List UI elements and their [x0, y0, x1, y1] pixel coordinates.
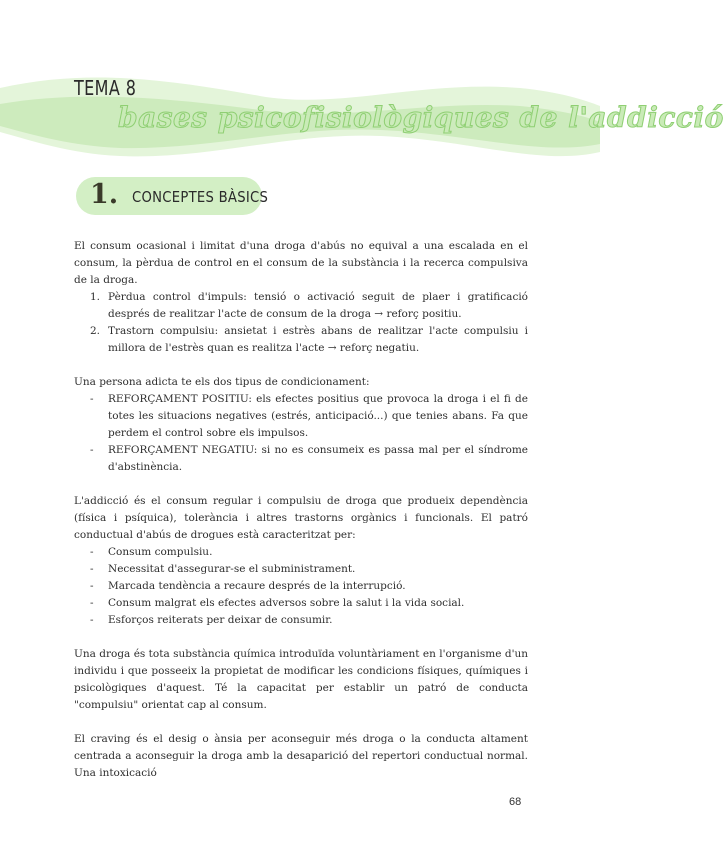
- paragraph-conditioning: Una persona adicta te els dos tipus de condicionament:: [74, 376, 370, 388]
- body-text: [74, 238, 528, 782]
- chapter-title: bases psicofisiològiques de l'addicció: [118, 101, 724, 134]
- paragraph-intro: El consum ocasional i limitat d'una droga d'abús no equival a una escalada en el consum, la pèrdua de control en el consum de la substància i la recerca compulsiva de la droga.: [74, 240, 528, 286]
- pattern-list: [74, 544, 528, 629]
- list-item-text: Trastorn compulsiu: ansietat i estrès abans de realitzar l'acte compulsiu i millora de l'estrès quan es realitza l'acte → reforç negatiu.: [108, 325, 528, 354]
- list-item: - Consum malgrat els efectes adversos sobre la salut i la vida social.: [108, 595, 528, 612]
- page-number: 68: [509, 796, 522, 808]
- paragraph-addiction-definition: L'addicció és el consum regular i compulsiu de droga que produeix dependència (física i psíquica), tolerància i altres trastorns orgànics i funcionals. El patró conductual d'abús de drogues està caracteritzat per:: [74, 495, 528, 541]
- section-heading: [76, 177, 269, 215]
- list-item: - REFORÇAMENT NEGATIU: si no es consumeix es passa mal per el síndrome d'abstinència.: [108, 442, 528, 476]
- chapter-label: TEMA 8: [74, 76, 137, 100]
- list-item-text: Pèrdua control d'impuls: tensió o activació seguit de plaer i gratificació després de realitzar l'acte de consum de la droga → reforç positiu.: [108, 291, 528, 320]
- conditioning-list: [74, 391, 528, 476]
- list-item: [90, 289, 528, 323]
- list-item: - Marcada tendència a recaure després de la interrupció.: [108, 578, 528, 595]
- list-item: - Esforços reiterats per deixar de consumir.: [108, 612, 528, 629]
- section-number: 1.: [90, 179, 119, 210]
- list-marker: 1.: [90, 291, 101, 303]
- list-item: - Necessitat d'assegurar-se el subministrament.: [108, 561, 528, 578]
- list-item: - Consum compulsiu.: [108, 544, 528, 561]
- intro-numbered-list: [74, 289, 528, 357]
- list-marker: 2.: [90, 325, 101, 337]
- paragraph-craving-definition: El craving és el desig o ànsia per aconseguir més droga o la conducta altament centrada a aconseguir la droga amb la desaparició del repertori conductual normal. Una intoxicació: [74, 733, 528, 779]
- list-item: - REFORÇAMENT POSITIU: els efectes positius que provoca la droga i el fi de totes les situacions negatives (estrés, anticipació...) que tenies abans. Fa que perdem el control sobre els impulsos.: [108, 391, 528, 442]
- list-item: [90, 323, 528, 357]
- paragraph-drug-definition: Una droga és tota substància química introduïda voluntàriament en l'organisme d'un individu i que posseeix la propietat de modificar les condicions físiques, químiques i psicològiques d'aquest. Té la capacitat per establir un patró de conducta "compulsiu" orientat cap al consum.: [74, 648, 528, 711]
- section-label: CONCEPTES BÀSICS: [132, 188, 269, 206]
